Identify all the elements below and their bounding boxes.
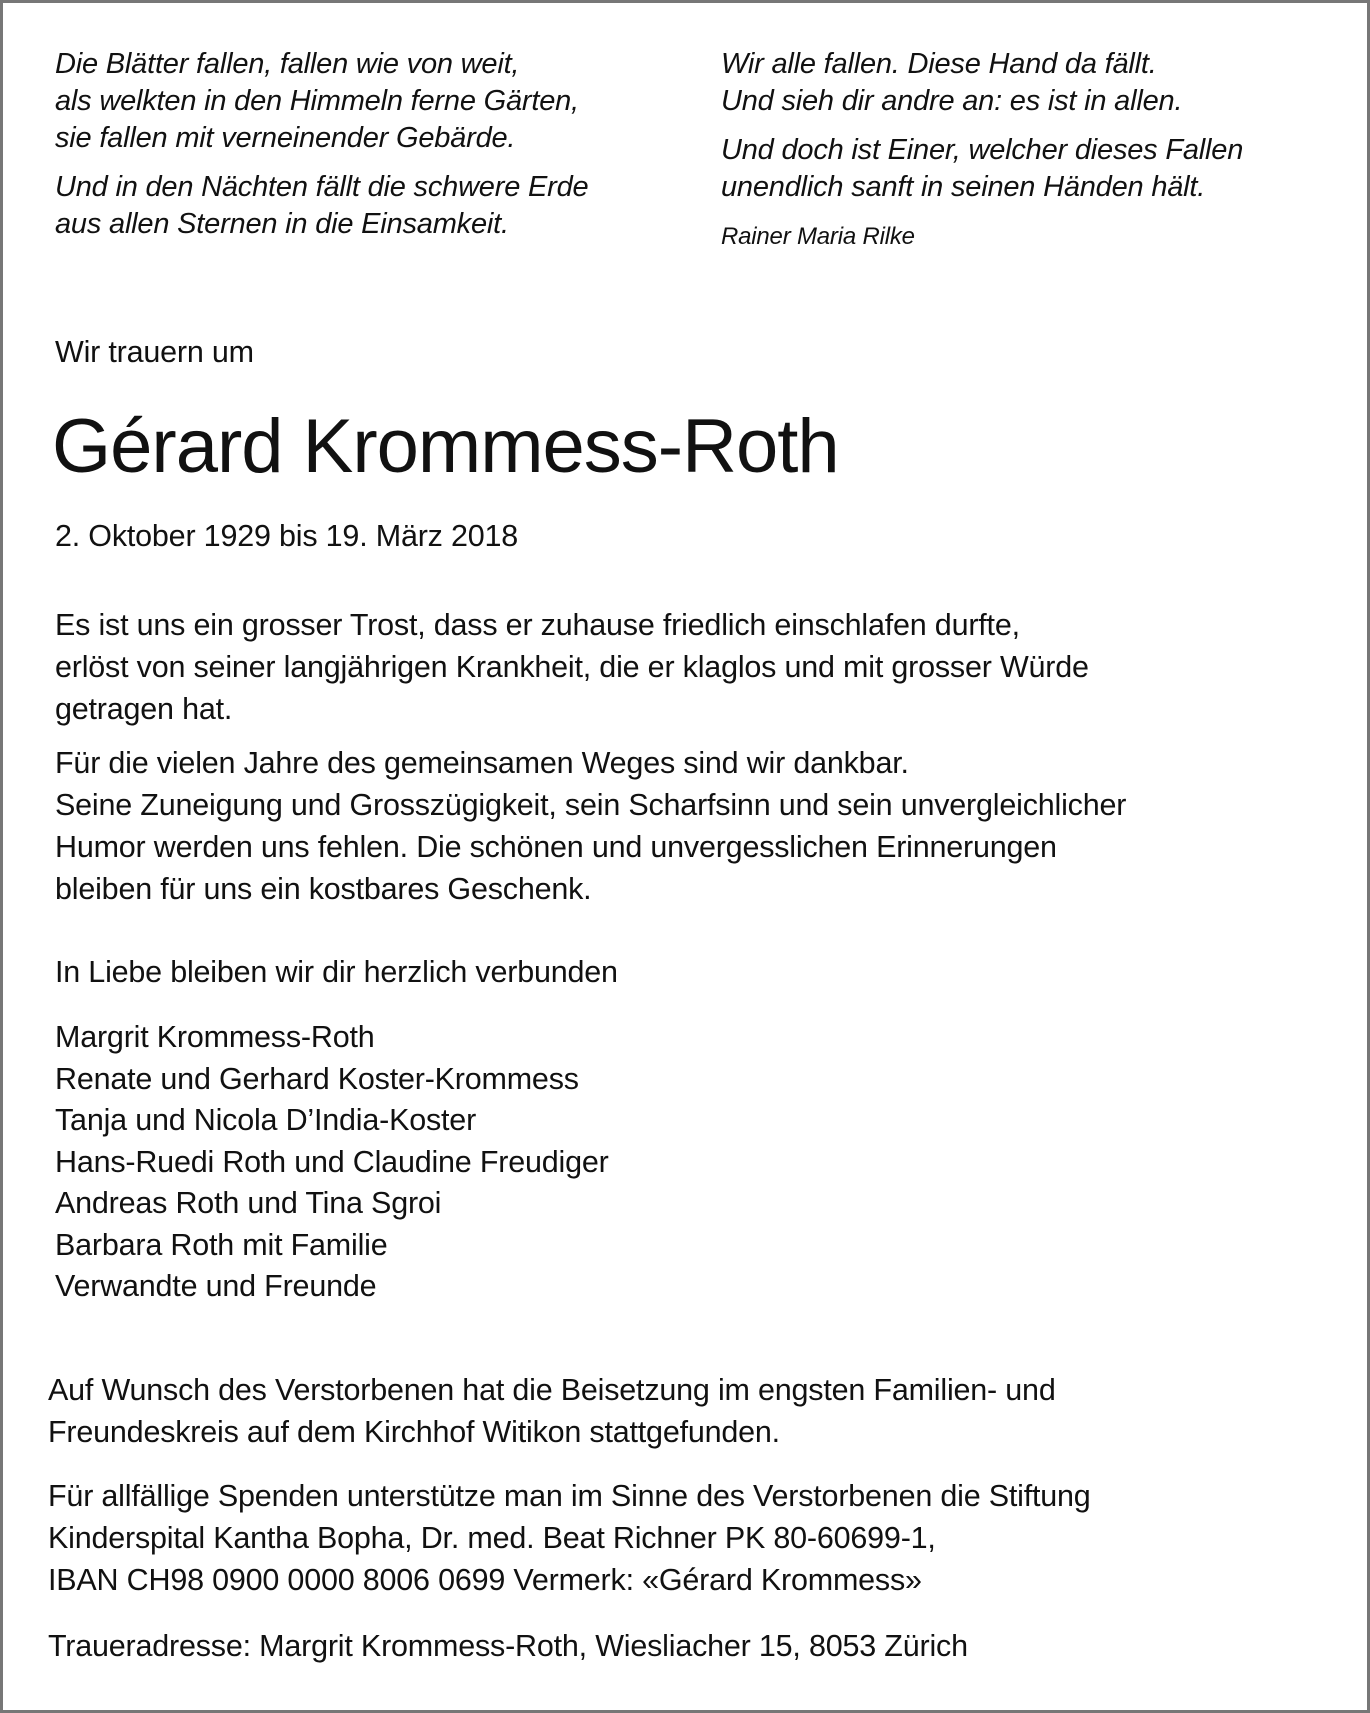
mourning-address bbox=[48, 1625, 968, 1667]
mourner: Verwandte und Freunde bbox=[55, 1269, 377, 1303]
poem-line: Wir alle fallen. Diese Hand da fällt. bbox=[721, 48, 1157, 80]
donation-note bbox=[48, 1475, 1091, 1601]
text-line: bleiben für uns ein kostbares Geschenk. bbox=[55, 872, 592, 906]
poem-line: als welkten in den Himmeln ferne Gärten, bbox=[55, 85, 579, 117]
text-line: erlöst von seiner langjährigen Krankheit, die er klaglos und mit grosser Würde bbox=[55, 650, 1089, 684]
mourner: Tanja und Nicola D’India-Koster bbox=[55, 1103, 477, 1137]
poem-author: Rainer Maria Rilke bbox=[721, 223, 915, 250]
poem-stanza bbox=[721, 132, 1243, 206]
mourner: Renate und Gerhard Koster-Krommess bbox=[55, 1061, 579, 1096]
poem-line: Und sieh dir andre an: es ist in allen. bbox=[721, 85, 1183, 117]
poem-stanza bbox=[55, 46, 588, 157]
mourner: Hans-Ruedi Roth und Claudine Freudiger bbox=[55, 1144, 609, 1179]
poem-stanza bbox=[55, 169, 588, 243]
mourner: Margrit Krommess-Roth bbox=[55, 1020, 375, 1054]
poem-stanza bbox=[721, 46, 1243, 120]
text-line: Auf Wunsch des Verstorbenen hat die Beisetzung im engsten Familien- und bbox=[48, 1373, 1056, 1407]
paragraph bbox=[55, 742, 1126, 910]
text-line: Traueradresse: Margrit Krommess-Roth, Wiesliacher 15, 8053 Zürich bbox=[48, 1629, 968, 1663]
mourners-list bbox=[55, 1017, 609, 1308]
text-line: Für allfällige Spenden unterstütze man im Sinne des Verstorbenen die Stiftung bbox=[48, 1479, 1091, 1513]
text-line: IBAN CH98 0900 0000 8006 0699 Vermerk: «Gérard Krommess» bbox=[48, 1563, 922, 1597]
poem-line: aus allen Sternen in die Einsamkeit. bbox=[55, 208, 509, 240]
poem-line: Die Blätter fallen, fallen wie von weit, bbox=[55, 48, 520, 80]
mourner: Barbara Roth mit Familie bbox=[55, 1227, 388, 1262]
text-line: Humor werden uns fehlen. Die schönen und unvergesslichen Erinnerungen bbox=[55, 830, 1057, 864]
tribute-text bbox=[55, 604, 1126, 922]
life-dates: 2. Oktober 1929 bis 19. März 2018 bbox=[55, 519, 519, 553]
poem-line: Und doch ist Einer, welcher dieses Fallen bbox=[721, 134, 1244, 166]
text-line: Für die vielen Jahre des gemeinsamen Weges sind wir dankbar. bbox=[55, 746, 909, 780]
paragraph bbox=[55, 604, 1126, 730]
poem-right bbox=[721, 46, 1243, 255]
farewell: In Liebe bleiben wir dir herzlich verbunden bbox=[55, 955, 618, 989]
text-line: Kinderspital Kantha Bopha, Dr. med. Beat Richner PK 80-60699-1, bbox=[48, 1521, 936, 1555]
poem-line: Und in den Nächten fällt die schwere Erde bbox=[55, 171, 589, 203]
text-line: Freundeskreis auf dem Kirchhof Witikon stattgefunden. bbox=[48, 1415, 780, 1449]
text-line: getragen hat. bbox=[55, 692, 233, 726]
deceased-name: Gérard Krommess-Roth bbox=[52, 404, 839, 489]
poem-line: unendlich sanft in seinen Händen hält. bbox=[721, 171, 1206, 203]
poem-line: sie fallen mit verneinender Gebärde. bbox=[55, 122, 516, 154]
text-line: Es ist uns ein grosser Trost, dass er zuhause friedlich einschlafen durfte, bbox=[55, 608, 1020, 642]
text-line: Seine Zuneigung und Grosszügigkeit, sein Scharfsinn und sein unvergleichlicher bbox=[55, 788, 1127, 822]
intro: Wir trauern um bbox=[55, 335, 254, 369]
mourner: Andreas Roth und Tina Sgroi bbox=[55, 1186, 442, 1220]
burial-note bbox=[48, 1369, 1056, 1453]
poem-left bbox=[55, 46, 588, 255]
